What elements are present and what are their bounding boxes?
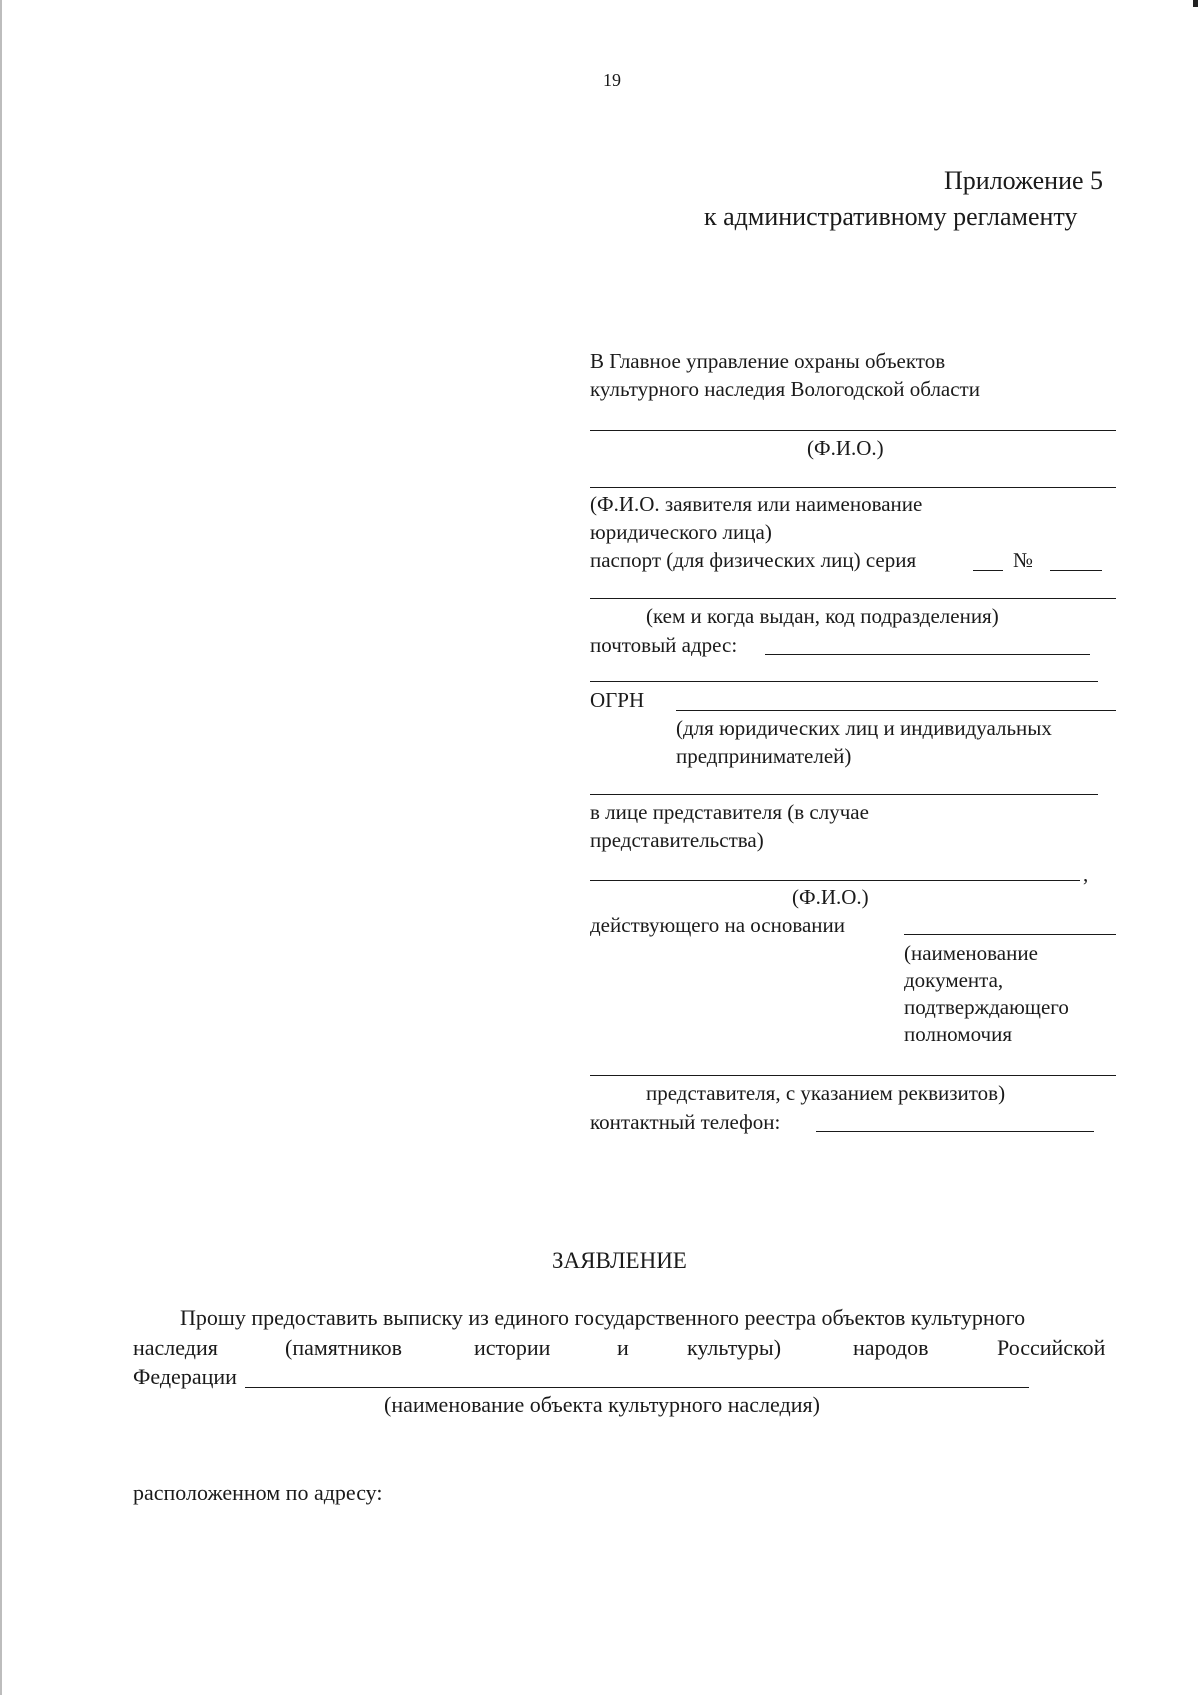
appendix-title: Приложение 5 — [944, 166, 1104, 195]
passport-label: паспорт (для физических лиц) серия — [590, 548, 917, 572]
address-label: расположенном по адресу: — [133, 1480, 383, 1505]
basis-blank — [904, 934, 1116, 935]
statement-word: народов — [853, 1335, 929, 1360]
statement-word: (памятников — [285, 1335, 403, 1360]
postal-blank — [765, 654, 1090, 655]
basis-caption-5: представителя, с указанием реквизитов) — [646, 1081, 1006, 1105]
statement-word: культуры) — [687, 1335, 782, 1360]
statement-title: ЗАЯВЛЕНИЕ — [552, 1248, 687, 1273]
statement-line-1: Прошу предоставить выписку из единого государственного реестра объектов культурного — [180, 1305, 1026, 1330]
phone-label: контактный телефон: — [590, 1110, 781, 1134]
applicant-caption-1: (Ф.И.О. заявителя или наименование — [590, 492, 923, 516]
comma: , — [1083, 862, 1089, 886]
scan-edge — [0, 0, 2, 1695]
statement-word: Российской — [997, 1335, 1106, 1360]
ogrn-blank — [676, 710, 1116, 711]
ogrn-label: ОГРН — [590, 688, 645, 712]
ogrn-caption-1: (для юридических лиц и индивидуальных — [676, 716, 1052, 740]
issued-caption: (кем и когда выдан, код подразделения) — [646, 604, 999, 628]
number-sign: № — [1013, 548, 1034, 572]
statement-word: наследия — [133, 1335, 218, 1360]
blank-line-issued — [590, 598, 1116, 599]
scan-mark — [1193, 0, 1198, 7]
blank-line-fio — [590, 430, 1116, 431]
postal-blank-2 — [590, 681, 1098, 682]
passport-number-blank — [1050, 570, 1102, 571]
basis-caption-1: (наименование — [904, 941, 1038, 965]
statement-word: истории — [474, 1335, 551, 1360]
phone-blank — [816, 1131, 1094, 1132]
fio-caption: (Ф.И.О.) — [807, 436, 884, 460]
basis-label: действующего на основании — [590, 913, 846, 937]
blank-line-basis — [590, 1075, 1116, 1076]
blank-line-representative — [590, 794, 1098, 795]
basis-caption-2: документа, — [904, 968, 1004, 992]
passport-series-blank — [973, 570, 1003, 571]
ogrn-caption-2: предпринимателей) — [676, 744, 852, 768]
representative-fio-caption: (Ф.И.О.) — [792, 885, 869, 909]
statement-line-3: Федерации — [133, 1364, 237, 1389]
representative-label-1: в лице представителя (в случае — [590, 800, 869, 824]
object-name-caption: (наименование объекта культурного наследия) — [384, 1392, 820, 1417]
appendix-subtitle: к административному регламенту — [704, 202, 1078, 231]
representative-label-2: представительства) — [590, 828, 764, 852]
addressee-line-2: культурного наследия Вологодской области — [590, 377, 980, 401]
addressee-line-1: В Главное управление охраны объектов — [590, 349, 946, 373]
representative-fio-blank — [590, 880, 1080, 881]
applicant-caption-2: юридического лица) — [590, 520, 772, 544]
basis-caption-3: подтверждающего — [904, 995, 1069, 1019]
postal-label: почтовый адрес: — [590, 633, 738, 657]
object-name-blank — [245, 1387, 1029, 1388]
statement-word: и — [617, 1335, 629, 1360]
basis-caption-4: полномочия — [904, 1022, 1012, 1046]
blank-line-applicant — [590, 487, 1116, 488]
page-number: 19 — [603, 70, 621, 90]
